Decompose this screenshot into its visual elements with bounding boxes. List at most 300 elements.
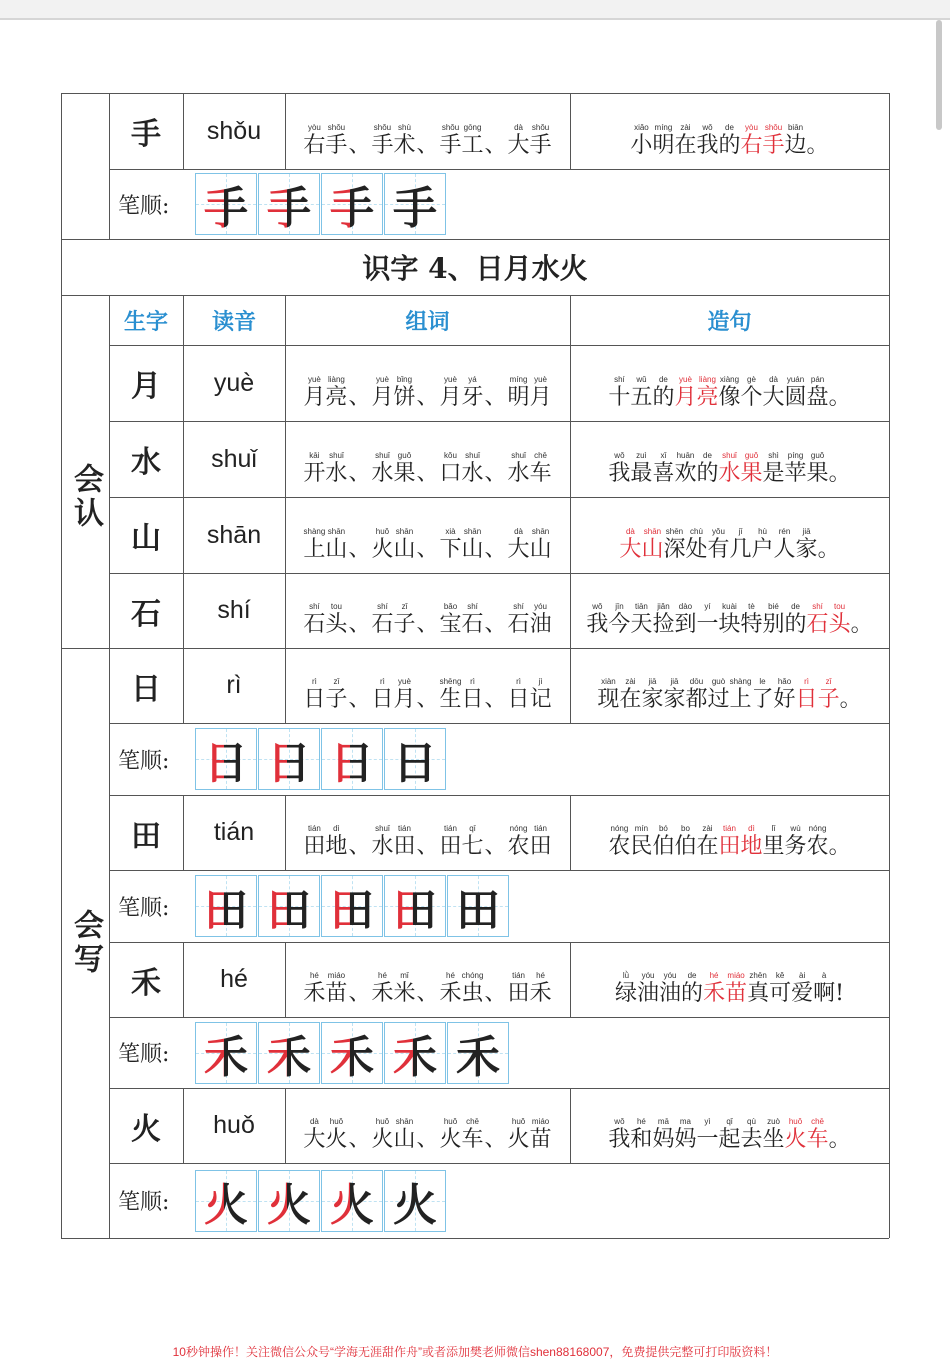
separator: 、 <box>484 461 507 486</box>
grid-line-v <box>285 648 286 723</box>
stroke-glyph: 禾 <box>204 1022 248 1084</box>
words-line <box>303 602 551 638</box>
pinyin-annotation: qǐ <box>726 1117 733 1126</box>
stroke-box <box>195 875 257 937</box>
pinyin-char <box>303 824 325 860</box>
hanzi: 日 <box>461 687 484 712</box>
pinyin-annotation: wǒ <box>614 451 625 460</box>
hanzi: 山 <box>325 537 348 562</box>
separator: 、 <box>416 537 439 562</box>
pinyin-annotation: le <box>759 677 766 686</box>
pinyin-char <box>741 824 763 860</box>
hanzi: 月 <box>439 385 462 410</box>
stroke-order-label: 笔顺: <box>118 1190 170 1215</box>
pinyin-shui: shuǐ <box>211 444 257 473</box>
hanzi: 日 <box>507 687 530 712</box>
scrollbar[interactable] <box>936 20 942 130</box>
word-group-tian <box>285 795 570 870</box>
pinyin-char <box>325 451 347 487</box>
hanzi: 头 <box>828 612 851 637</box>
pinyin-annotation: rì <box>804 677 809 686</box>
pinyin-char <box>774 527 796 563</box>
words-line <box>303 375 551 411</box>
pinyin-char <box>440 602 462 638</box>
pinyin-annotation: xǐ <box>660 451 667 460</box>
pinyin-annotation: shǒu <box>373 123 392 132</box>
hanzi: 是 <box>762 461 785 486</box>
pinyin-char <box>462 677 484 713</box>
pinyin-char <box>840 687 862 713</box>
stroke-glyph: 手 <box>267 173 311 235</box>
pinyin-annotation: shān <box>327 527 346 536</box>
pinyin-annotation: yuè <box>534 375 548 384</box>
pinyin-char <box>393 677 415 713</box>
hanzi: 明 <box>507 385 530 410</box>
pinyin-char <box>530 971 552 1007</box>
words-line <box>303 971 551 1007</box>
stroke-box <box>258 173 320 235</box>
footer-notice: 10秒钟操作！关注微信公众号“学海无涯甜作舟”或者添加樊老师微信shen88168007，免费提供完整可打印版资料！ <box>172 1345 778 1359</box>
hanzi: 禾 <box>703 981 726 1006</box>
pinyin-annotation: huǒ <box>375 1117 390 1126</box>
sentence-shi <box>570 573 889 648</box>
pinyin-char <box>462 527 484 563</box>
hanzi: 真 <box>747 981 770 1006</box>
grid-line-h <box>109 1163 889 1164</box>
pinyin-annotation: rì <box>311 677 317 686</box>
hanzi: 天 <box>630 612 653 637</box>
stroke-box <box>384 728 446 790</box>
pinyin-char <box>652 824 674 860</box>
pinyin-annotation: guǒ <box>744 451 759 460</box>
words-line <box>303 451 551 487</box>
pinyin-char <box>630 602 652 638</box>
hanzi: 的 <box>652 385 675 410</box>
pinyin-char <box>303 602 325 638</box>
hanzi: 月 <box>674 385 697 410</box>
pinyin-annotation: hé <box>446 971 455 980</box>
hanzi: 月 <box>529 385 552 410</box>
hanzi: 和 <box>630 1127 653 1152</box>
hanzi: 起 <box>718 1127 741 1152</box>
pinyin-annotation: xiǎo <box>634 123 649 132</box>
grid-line-v <box>570 497 571 573</box>
pinyin-annotation: shǒu <box>764 123 783 132</box>
pinyin-char <box>303 1117 325 1153</box>
pinyin-annotation: wù <box>790 824 801 833</box>
words-line <box>303 677 551 713</box>
pinyin-annotation: zǐ <box>825 677 832 686</box>
pinyin-char <box>663 677 685 713</box>
pinyin-annotation: xiàn <box>601 677 616 686</box>
stroke-box <box>195 1022 257 1084</box>
stroke-glyph: 禾 <box>267 1022 311 1084</box>
pinyin-char <box>462 971 484 1007</box>
hanzi: 山 <box>393 1127 416 1152</box>
pinyin-char <box>785 1117 807 1153</box>
sentence-line <box>597 677 861 713</box>
hanzi: 圆 <box>784 385 807 410</box>
hanzi: 火 <box>507 1127 530 1152</box>
hanzi: 水 <box>371 461 394 486</box>
pinyin-annotation: huǒ <box>443 1117 458 1126</box>
hanzi: 现 <box>597 687 620 712</box>
hanzi: 坐 <box>762 1127 785 1152</box>
pinyin-annotation: ma <box>679 1117 692 1126</box>
pinyin-annotation: tou <box>330 602 342 611</box>
hanzi: 石 <box>303 612 326 637</box>
pinyin-annotation: wǔ <box>636 375 647 384</box>
grid-line-h <box>61 1238 889 1239</box>
hanzi: 山 <box>529 537 552 562</box>
grid-line-v <box>570 93 571 169</box>
separator: 、 <box>484 133 507 158</box>
pinyin-shan: shān <box>206 520 262 549</box>
side-label-recognize: 会认 <box>68 462 103 531</box>
hanzi: 火 <box>325 1127 348 1152</box>
pinyin-char <box>652 1117 674 1153</box>
pinyin-char <box>641 677 663 713</box>
hanzi: 的 <box>681 981 704 1006</box>
pinyin-annotation: hǎo <box>777 677 792 686</box>
pinyin-annotation: rén <box>778 527 791 536</box>
pinyin-annotation: yǒu <box>712 527 725 536</box>
pinyin-char <box>371 1117 393 1153</box>
pinyin-shou: shǒu <box>206 116 262 145</box>
stroke-glyph: 火 <box>267 1170 311 1232</box>
hanzi: 手 <box>529 133 552 158</box>
separator: 、 <box>348 981 371 1006</box>
pinyin-annotation: bó <box>658 824 668 833</box>
word-group-shui <box>285 421 570 497</box>
pinyin-char <box>807 824 829 860</box>
hanzi: 特 <box>740 612 763 637</box>
hanzi: 家 <box>641 687 664 712</box>
hanzi: 七 <box>461 834 484 859</box>
hanzi: 喜 <box>652 461 675 486</box>
separator: 、 <box>484 834 507 859</box>
hanzi: 山 <box>641 537 664 562</box>
pinyin-char <box>440 824 462 860</box>
hanzi: 块 <box>718 612 741 637</box>
stroke-glyph: 火 <box>393 1179 437 1231</box>
pinyin-char <box>763 824 785 860</box>
pinyin-char <box>608 375 630 411</box>
pinyin-char <box>807 451 829 487</box>
pinyin-yue: yuè <box>213 368 255 397</box>
pinyin-annotation: shēng <box>439 677 462 686</box>
stroke-glyph: 田 <box>456 885 500 936</box>
pinyin-annotation: hé <box>378 971 387 980</box>
stroke-glyph: 禾 <box>393 1022 437 1084</box>
hanzi: 车 <box>461 1127 484 1152</box>
pinyin-char <box>393 971 415 1007</box>
stroke-order-label: 笔顺: <box>118 1042 170 1067</box>
pinyin-char <box>303 971 325 1007</box>
hanzi: 绿 <box>615 981 638 1006</box>
separator: 、 <box>484 687 507 712</box>
pinyin-annotation: shí <box>377 602 388 611</box>
character-shan: 山 <box>131 521 161 556</box>
pinyin-annotation: yóu <box>663 971 677 980</box>
pinyin-annotation: zǐ <box>333 677 340 686</box>
stroke-glyph: 手 <box>330 173 374 235</box>
pinyin-annotation: gōng <box>463 123 482 132</box>
pinyin-char <box>586 602 608 638</box>
pinyin-char <box>530 451 552 487</box>
pinyin-annotation: tè <box>748 602 755 611</box>
hanzi: 苗 <box>325 981 348 1006</box>
grid-line-v <box>570 421 571 497</box>
pinyin-char <box>530 602 552 638</box>
sentence-yue <box>570 345 889 421</box>
hanzi: 大 <box>619 537 642 562</box>
pinyin-char <box>663 527 685 563</box>
pinyin-annotation: liàng <box>327 375 345 384</box>
pinyin-char <box>741 1117 763 1153</box>
hanzi: 田 <box>529 834 552 859</box>
hanzi: 过 <box>707 687 730 712</box>
hanzi: 子 <box>325 687 348 712</box>
pinyin-char <box>674 1117 696 1153</box>
hanzi: 手 <box>325 133 348 158</box>
stroke-box <box>384 1022 446 1084</box>
hanzi: 油 <box>529 612 552 637</box>
pinyin-char <box>393 527 415 563</box>
hanzi: 民 <box>630 834 653 859</box>
pinyin-annotation: rì <box>516 677 521 686</box>
grid-line-v <box>183 497 184 573</box>
grid-line-h <box>109 169 889 170</box>
pinyin-char <box>462 451 484 487</box>
pinyin-annotation: lǐ <box>771 824 776 833</box>
pinyin-char <box>696 602 718 638</box>
pinyin-annotation: dà <box>625 527 635 536</box>
pinyin-annotation: kǒu <box>444 451 457 460</box>
separator: 、 <box>348 537 371 562</box>
pinyin-char <box>741 123 763 159</box>
pinyin-annotation: jiā <box>648 677 657 686</box>
hanzi: 饼 <box>393 385 416 410</box>
hanzi: 水 <box>461 461 484 486</box>
character-shi: 石 <box>131 596 161 632</box>
pinyin-annotation: miáo <box>531 1117 550 1126</box>
pinyin-char <box>608 451 630 487</box>
pinyin-char <box>696 451 718 487</box>
pinyin-char <box>393 1117 415 1153</box>
grid-line-v <box>285 1088 286 1163</box>
hanzi: 禾 <box>371 981 394 1006</box>
pinyin-annotation: xiàng <box>719 375 740 384</box>
hanzi: 五 <box>630 385 653 410</box>
pinyin-annotation: dà <box>769 375 778 384</box>
sentence-line <box>615 971 844 1007</box>
pinyin-char <box>325 824 347 860</box>
stroke-box <box>195 728 257 790</box>
pinyin-char <box>615 971 637 1007</box>
grid-line-v <box>285 497 286 573</box>
hanzi: 石 <box>371 612 394 637</box>
pinyin-annotation: mā <box>657 1117 669 1126</box>
hanzi: 水 <box>371 834 394 859</box>
stroke-order-he <box>195 1022 510 1084</box>
word-group-yue <box>285 345 570 421</box>
separator: 、 <box>348 1127 371 1152</box>
pinyin-annotation: tián <box>307 824 321 833</box>
hanzi: 右 <box>740 133 763 158</box>
pinyin-char <box>681 971 703 1007</box>
character-ri: 日 <box>131 671 161 707</box>
pinyin-annotation: shuǐ <box>511 451 526 460</box>
pinyin-char <box>530 677 552 713</box>
hanzi: 苹 <box>784 461 807 486</box>
separator: 、 <box>484 537 507 562</box>
pinyin-char <box>462 602 484 638</box>
hanzi: 月 <box>393 687 416 712</box>
grid-line-v <box>183 295 184 345</box>
hanzi: 深 <box>663 537 686 562</box>
pinyin-char <box>696 1117 718 1153</box>
pinyin-char <box>393 375 415 411</box>
pinyin-char <box>813 971 835 1007</box>
separator: 、 <box>348 612 371 637</box>
hanzi: 好 <box>773 687 796 712</box>
pinyin-char <box>791 971 813 1007</box>
pinyin-char <box>785 123 807 159</box>
hanzi: 我 <box>608 1127 631 1152</box>
pinyin-annotation: huǒ <box>329 1117 344 1126</box>
pinyin-char <box>674 451 696 487</box>
pinyin-annotation: chē <box>811 1117 824 1126</box>
pinyin-annotation: yóu <box>534 602 548 611</box>
pinyin-char <box>796 677 818 713</box>
pinyin-annotation: píng <box>787 451 804 460</box>
pinyin-annotation: yuán <box>786 375 805 384</box>
stroke-box <box>384 173 446 235</box>
pinyin-annotation: mín <box>634 824 649 833</box>
hanzi: 像 <box>718 385 741 410</box>
pinyin-annotation: yuè <box>398 677 411 686</box>
pinyin-char <box>462 123 484 159</box>
pinyin-char <box>769 971 791 1007</box>
hanzi: 。 <box>839 687 862 712</box>
hanzi: 大 <box>507 133 530 158</box>
pinyin-annotation: shān <box>395 527 414 536</box>
sentence-line <box>608 451 850 487</box>
hanzi: 田 <box>718 834 741 859</box>
pinyin-char <box>371 375 393 411</box>
hanzi: 上 <box>729 687 752 712</box>
header-sentence: 造句 <box>707 308 752 335</box>
hanzi: 苗 <box>529 1127 552 1152</box>
stroke-order-tian <box>195 875 510 937</box>
pinyin-annotation: mǐ <box>400 971 409 980</box>
hanzi: 上 <box>303 537 326 562</box>
pinyin-char <box>741 451 763 487</box>
pinyin-char <box>508 602 530 638</box>
pinyin-ri: rì <box>226 671 242 699</box>
pinyin-annotation: chē <box>466 1117 479 1126</box>
stroke-order-shou <box>195 173 447 235</box>
separator: 、 <box>416 461 439 486</box>
grid-line-v <box>570 345 571 421</box>
hanzi: 日 <box>303 687 326 712</box>
pinyin-annotation: ài <box>799 971 806 980</box>
pinyin-annotation: dōu <box>689 677 704 686</box>
pinyin-char <box>763 1117 785 1153</box>
pinyin-char <box>371 824 393 860</box>
pinyin-annotation: de <box>791 602 800 611</box>
pinyin-char <box>630 451 652 487</box>
pinyin-annotation: yí <box>704 602 711 611</box>
pinyin-annotation: zài <box>702 824 713 833</box>
pinyin-annotation: zhēn <box>749 971 767 980</box>
hanzi: 啊 <box>813 981 836 1006</box>
pinyin-char <box>829 385 851 411</box>
pinyin-annotation: huān <box>676 451 695 460</box>
pinyin-char <box>371 971 393 1007</box>
pinyin-annotation: xià <box>445 527 456 536</box>
stroke-box <box>321 173 383 235</box>
pinyin-char <box>703 971 725 1007</box>
hanzi: 亮 <box>696 385 719 410</box>
separator: 、 <box>348 687 371 712</box>
hanzi: 下 <box>439 537 462 562</box>
hanzi: 右 <box>303 133 326 158</box>
stroke-glyph: 田 <box>330 875 374 937</box>
hanzi: 山 <box>393 537 416 562</box>
pinyin-annotation: bo <box>681 824 690 833</box>
pinyin-char <box>652 602 674 638</box>
pinyin-char <box>763 123 785 159</box>
pinyin-char <box>807 375 829 411</box>
stroke-glyph: 禾 <box>456 1031 500 1083</box>
hanzi: 妈 <box>652 1127 675 1152</box>
pinyin-char <box>440 375 462 411</box>
pinyin-char <box>807 602 829 638</box>
separator: 、 <box>484 385 507 410</box>
pinyin-annotation: jiǎn <box>657 602 670 611</box>
pinyin-char <box>652 375 674 411</box>
pinyin-annotation: hé <box>309 971 319 980</box>
hanzi: 伯 <box>674 834 697 859</box>
pinyin-annotation: biān <box>787 123 804 132</box>
pinyin-char <box>763 602 785 638</box>
sentence-he <box>570 942 889 1017</box>
pinyin-char <box>630 375 652 411</box>
pinyin-annotation: hé <box>709 971 719 980</box>
hanzi: 小 <box>630 133 653 158</box>
pinyin-annotation: nóng <box>509 824 528 833</box>
hanzi: 记 <box>529 687 552 712</box>
header-pinyin: 读音 <box>211 308 256 335</box>
hanzi: 米 <box>393 981 416 1006</box>
hanzi: 爱 <box>791 981 814 1006</box>
pinyin-annotation: jǐ <box>738 527 743 536</box>
hanzi: 苗 <box>725 981 748 1006</box>
pinyin-annotation: shí <box>614 375 625 384</box>
pinyin-annotation: shí <box>812 602 823 611</box>
pinyin-char <box>508 971 530 1007</box>
hanzi: 油 <box>637 981 660 1006</box>
grid-line-v <box>183 942 184 1017</box>
hanzi: 开 <box>303 461 326 486</box>
pinyin-char <box>530 375 552 411</box>
pinyin-char <box>608 824 630 860</box>
pinyin-char <box>440 527 462 563</box>
pinyin-char <box>707 527 729 563</box>
pinyin-char <box>829 602 851 638</box>
